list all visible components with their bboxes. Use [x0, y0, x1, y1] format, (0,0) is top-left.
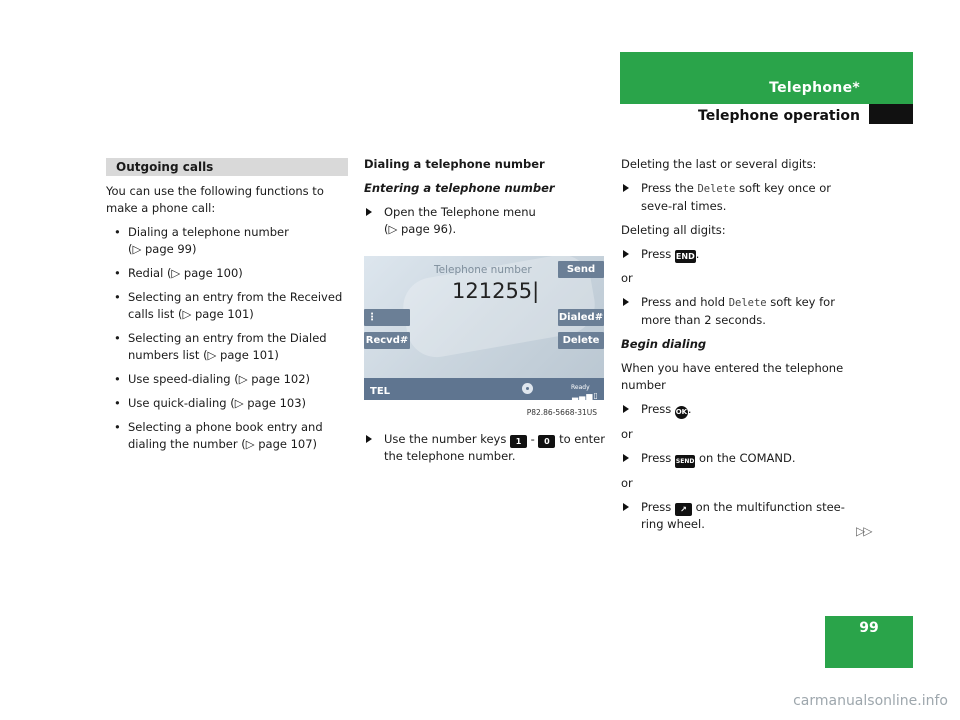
- step-press-hold-delete: Press and hold Delete soft key for more than 2 seconds.: [621, 294, 863, 329]
- or-text: or: [621, 271, 633, 285]
- section-title: Telephone operation: [698, 108, 860, 124]
- chapter-title: Telephone*: [769, 80, 860, 96]
- list-item: • Use speed-dialing (▷ page 102): [106, 371, 348, 388]
- step-press-end: Press END.: [621, 246, 863, 263]
- step-arrow-icon: [623, 454, 629, 462]
- page-reference: (▷ page 96).: [384, 222, 457, 236]
- column-deleting-and-dialing: [621, 156, 863, 540]
- function-list: [106, 224, 348, 453]
- step-arrow-icon: [623, 184, 629, 192]
- step-press-send: Press SEND on the COMAND.: [621, 450, 863, 468]
- softkey-send: Send: [558, 261, 604, 278]
- list-item: [106, 224, 348, 258]
- step-enter-number: Use the number keys 1 - 0 to enter the telephone number.: [364, 431, 606, 465]
- subheading-entering-number: Entering a telephone number: [364, 181, 555, 195]
- page-reference: (▷ page 99): [128, 242, 197, 256]
- image-caption: P82.86-5668-31US: [526, 408, 597, 417]
- continuation-icon: ▷▷: [856, 524, 871, 538]
- softkey-recvd: Recvd#: [364, 332, 410, 349]
- softkey-name: Delete: [697, 183, 736, 195]
- section-heading-outgoing-calls: Outgoing calls: [106, 158, 348, 176]
- list-item: • Selecting an entry from the Dialed numbers list (▷ page 101): [106, 330, 348, 364]
- or-text: or: [621, 476, 633, 490]
- step-press-ok: Press OK.: [621, 401, 863, 419]
- key-0-icon: 0: [538, 435, 555, 448]
- key-1-icon: 1: [510, 435, 527, 448]
- softkey-dialed: Dialed#: [558, 309, 604, 326]
- footer-watermark-link[interactable]: carmanualsonline.info: [793, 693, 948, 709]
- heading-begin-dialing: Begin dialing: [621, 337, 707, 351]
- text-cursor: |: [532, 279, 540, 303]
- step-arrow-icon: [623, 503, 629, 511]
- status-bar: [364, 378, 604, 400]
- screen-number: 121255|: [452, 279, 540, 303]
- softkey-name: Delete: [728, 297, 767, 309]
- header-green-bar: [620, 52, 913, 104]
- softkey-menu: ⋮: [364, 309, 410, 326]
- page-number: 99: [859, 620, 879, 636]
- step-open-menu: [364, 204, 606, 238]
- step-arrow-icon: [623, 298, 629, 306]
- heading-dialing: Dialing a telephone number: [364, 157, 545, 171]
- ok-key-icon: OK: [675, 406, 688, 419]
- status-label: TEL: [370, 386, 391, 397]
- column-outgoing-calls: [106, 158, 348, 460]
- step-arrow-icon: [623, 250, 629, 258]
- list-item: • Selecting a phone book entry and dialing the number (▷ page 107): [106, 419, 348, 453]
- step-arrow-icon: [623, 405, 629, 413]
- intro-text: You can use the following functions to make a phone call:: [106, 184, 324, 215]
- status-text: Ready: [571, 384, 590, 391]
- signal-strength-icon: ▂▃▅▯: [572, 391, 599, 400]
- phone-pickup-icon: ↗: [675, 503, 692, 516]
- send-key-icon: SEND: [675, 455, 695, 468]
- step-arrow-icon: [366, 208, 372, 216]
- step-press-wheel-button: Press ↗ on the multifunction stee-ring wheel.: [621, 499, 863, 533]
- begin-intro: When you have entered the telephone number: [621, 361, 844, 392]
- softkey-delete: Delete: [558, 332, 604, 349]
- column-dialing: [364, 156, 606, 472]
- disc-icon: [522, 383, 533, 394]
- step-text: Open the Telephone menu: [384, 205, 536, 219]
- list-item: • Selecting an entry from the Received calls list (▷ page 101): [106, 289, 348, 323]
- header-black-tab: [869, 104, 913, 124]
- delete-all-intro: Deleting all digits:: [621, 223, 726, 237]
- list-item: • Use quick-dialing (▷ page 103): [106, 395, 348, 412]
- screen-title: Telephone number: [434, 264, 532, 276]
- end-key-icon: END: [675, 252, 695, 261]
- delete-intro: Deleting the last or several digits:: [621, 157, 817, 171]
- or-text: or: [621, 427, 633, 441]
- list-item-text: Dialing a telephone number: [128, 225, 289, 239]
- step-arrow-icon: [366, 435, 372, 443]
- telephone-screen-image: [364, 256, 604, 400]
- list-item: • Redial (▷ page 100): [106, 265, 348, 282]
- step-press-delete: Press the Delete soft key once or seve-ral times.: [621, 180, 863, 215]
